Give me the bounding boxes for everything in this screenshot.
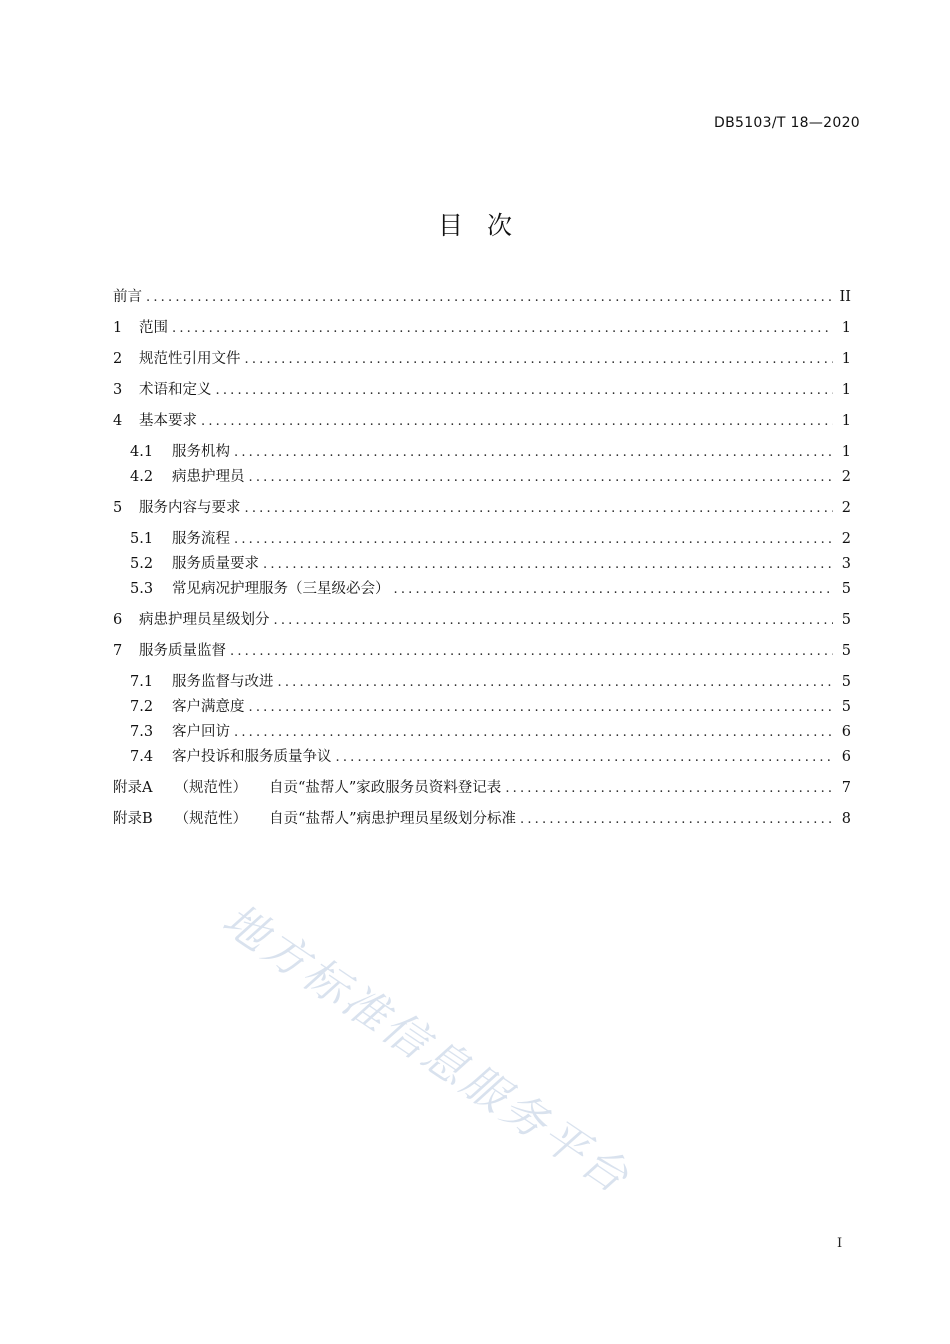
toc-entry-7-2[interactable]: [113, 695, 851, 720]
toc-entry-label: 病患护理员: [172, 469, 245, 485]
toc-entry-5-1[interactable]: [113, 527, 851, 552]
dot-leader: [263, 552, 833, 577]
toc-entry-label: 病患护理员星级划分: [139, 612, 270, 628]
toc-entry-label: 自贡“盐帮人”病患护理员星级划分标准: [269, 811, 516, 827]
toc-entry-label: 客户满意度: [172, 699, 245, 715]
toc-entry-4-1[interactable]: [113, 440, 851, 465]
toc-entry-page: 5: [841, 612, 851, 628]
dot-leader: [278, 670, 834, 695]
dot-leader: [274, 608, 834, 633]
toc-entry-label: 前言: [113, 289, 142, 305]
toc-entry-5-2[interactable]: [113, 552, 851, 577]
toc-entry-page: 1: [841, 382, 851, 398]
toc-entry-foreword[interactable]: [113, 285, 851, 310]
dot-leader: [216, 378, 834, 403]
toc-entry-page: 1: [841, 413, 851, 429]
toc-entry-7-1[interactable]: [113, 670, 851, 695]
toc-entry-number: 7.1: [130, 674, 154, 690]
toc-entry-label: 服务监督与改进: [172, 674, 274, 690]
toc-entry-page: 1: [841, 444, 851, 460]
toc-entry-number: 4: [113, 413, 123, 429]
toc-entry-number: 5: [113, 500, 123, 516]
table-of-contents: [113, 285, 851, 832]
toc-entry-label: 自贡“盐帮人”家政服务员资料登记表: [268, 780, 502, 796]
dot-leader: [234, 527, 833, 552]
toc-entry-label: 服务流程: [172, 531, 230, 547]
toc-entry-label: 术语和定义: [139, 382, 212, 398]
toc-entry-page: 1: [841, 351, 851, 367]
dot-leader: [172, 316, 833, 341]
toc-entry-number: 4.1: [130, 444, 154, 460]
toc-entry-number: 7.2: [130, 699, 154, 715]
toc-entry-number: 2: [113, 351, 123, 367]
toc-entry-page: 2: [841, 469, 851, 485]
toc-entry-page: 8: [841, 811, 851, 827]
toc-entry-page: 1: [841, 320, 851, 336]
appendix-tag: （规范性）: [174, 811, 248, 827]
toc-entry-page: 5: [841, 699, 851, 715]
toc-entry-number: 7.3: [130, 724, 154, 740]
toc-entry-number: 附录B: [113, 811, 153, 827]
dot-leader: [234, 720, 833, 745]
toc-entry-number: 1: [113, 320, 123, 336]
dot-leader: [146, 285, 833, 310]
toc-entry-number: 7.4: [130, 749, 154, 765]
appendix-tag: （规范性）: [174, 780, 247, 796]
toc-entry-label: 服务内容与要求: [139, 500, 241, 516]
toc-entry-5[interactable]: [113, 496, 851, 521]
toc-entry-5-3[interactable]: [113, 577, 851, 602]
dot-leader: [336, 745, 834, 770]
toc-entry-4-2[interactable]: [113, 465, 851, 490]
dot-leader: [394, 577, 834, 602]
toc-entry-page: 3: [841, 556, 851, 572]
toc-entry-6[interactable]: [113, 608, 851, 633]
dot-leader: [505, 776, 833, 801]
toc-entry-page: 2: [841, 500, 851, 516]
toc-entry-7-3[interactable]: [113, 720, 851, 745]
toc-entry-7[interactable]: [113, 639, 851, 664]
toc-entry-label: 服务机构: [172, 444, 230, 460]
toc-entry-page: 5: [841, 643, 851, 659]
dot-leader: [234, 440, 833, 465]
toc-entry-label: 客户投诉和服务质量争议: [172, 749, 332, 765]
dot-leader: [201, 409, 833, 434]
toc-entry-label: 服务质量监督: [139, 643, 226, 659]
dot-leader: [245, 496, 834, 521]
toc-entry-number: 5.2: [130, 556, 154, 572]
dot-leader: [245, 347, 834, 372]
toc-entry-appendix-b[interactable]: [113, 807, 851, 832]
toc-entry-number: 附录A: [113, 780, 153, 796]
toc-entry-page: 2: [841, 531, 851, 547]
toc-entry-2[interactable]: [113, 347, 851, 372]
dot-leader: [249, 695, 834, 720]
toc-entry-number: 7: [113, 643, 123, 659]
toc-entry-page: II: [839, 289, 851, 305]
toc-entry-appendix-a[interactable]: [113, 776, 851, 801]
watermark: 地方标准信息服务平台: [213, 894, 640, 1205]
toc-entry-label: 常见病况护理服务（三星级必会）: [172, 581, 390, 597]
toc-entry-number: 4.2: [130, 469, 154, 485]
toc-entry-page: 5: [841, 581, 851, 597]
toc-entry-page: 5: [841, 674, 851, 690]
page-number: I: [837, 1236, 843, 1251]
toc-entry-page: 6: [841, 749, 851, 765]
toc-entry-label: 规范性引用文件: [139, 351, 241, 367]
dot-leader: [520, 807, 833, 832]
toc-entry-page: 6: [841, 724, 851, 740]
dot-leader: [230, 639, 833, 664]
toc-entry-number: 6: [113, 612, 123, 628]
page-title: 目次: [437, 211, 536, 240]
toc-entry-1[interactable]: [113, 316, 851, 341]
toc-entry-3[interactable]: [113, 378, 851, 403]
dot-leader: [249, 465, 834, 490]
toc-entry-number: 5.1: [130, 531, 154, 547]
toc-entry-label: 基本要求: [139, 413, 197, 429]
toc-entry-page: 7: [841, 780, 851, 796]
toc-entry-label: 范围: [139, 320, 168, 336]
toc-entry-7-4[interactable]: [113, 745, 851, 770]
toc-entry-4[interactable]: [113, 409, 851, 434]
toc-entry-number: 5.3: [130, 581, 154, 597]
toc-entry-label: 客户回访: [172, 724, 230, 740]
toc-entry-label: 服务质量要求: [172, 556, 259, 572]
toc-entry-number: 3: [113, 382, 123, 398]
document-code: DB5103/T 18—2020: [714, 115, 860, 131]
